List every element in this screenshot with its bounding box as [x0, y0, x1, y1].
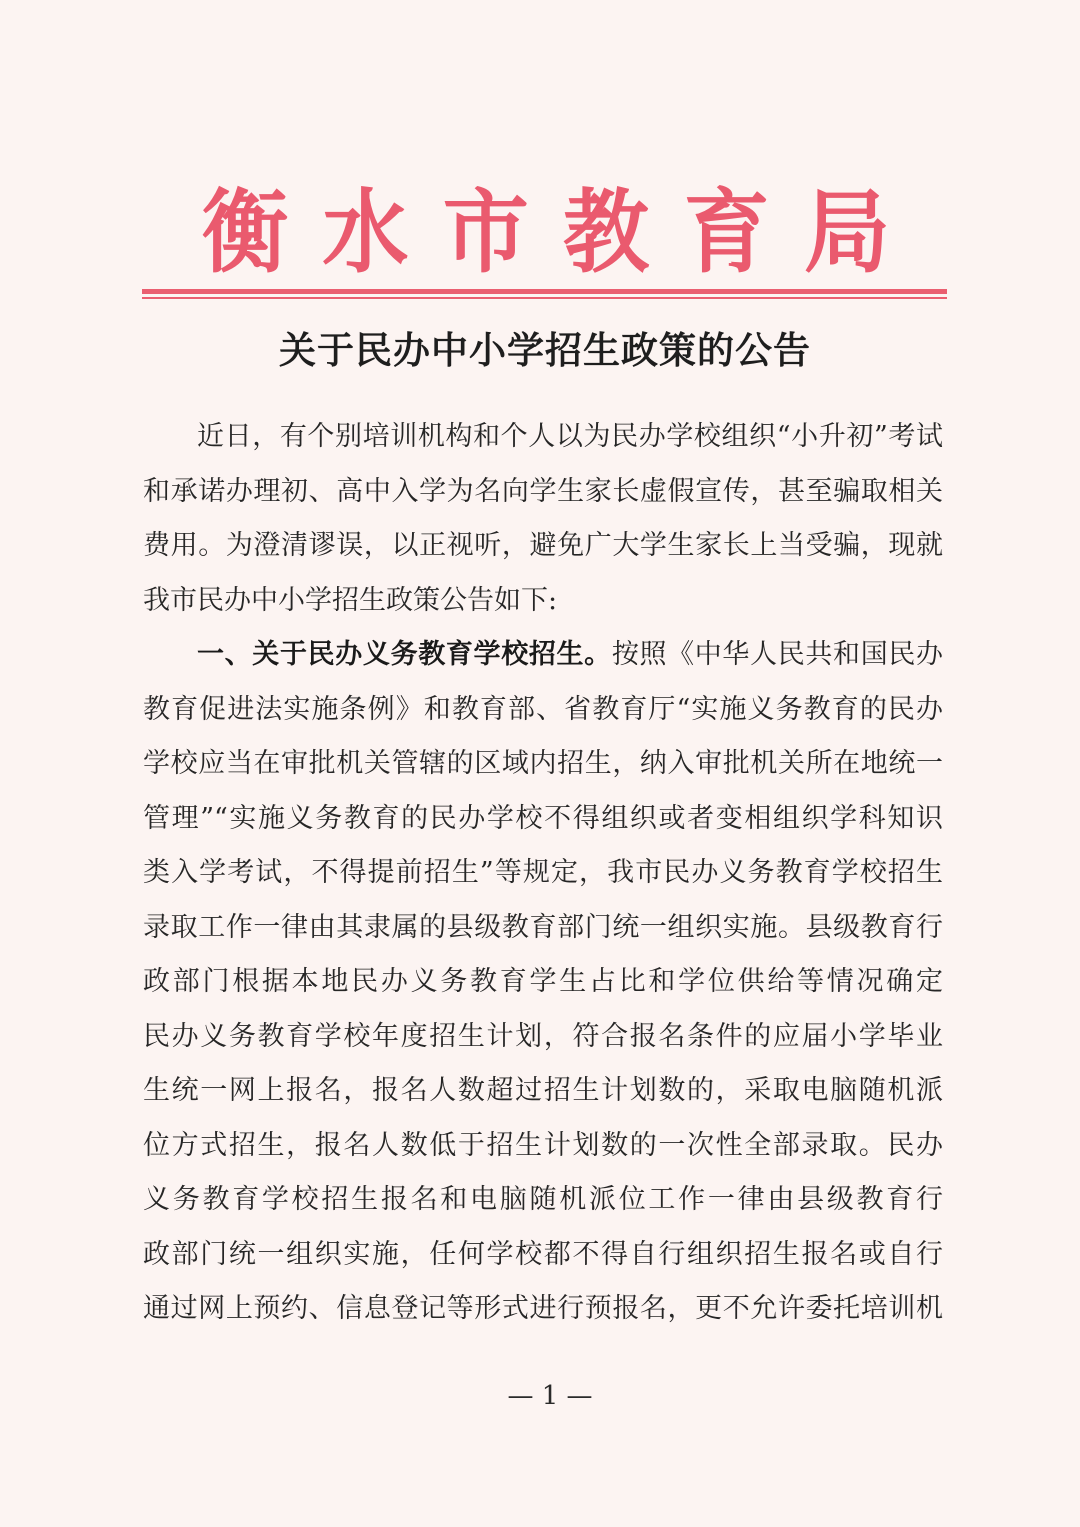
body-line: 位方式招生，报名人数低于招生计划数的一次性全部录取。民办 [143, 1129, 943, 1161]
body-line: 学校应当在审批机关管辖的区域内招生，纳入审批机关所在地统一 [143, 748, 943, 779]
body-line: 政部门统一组织实施，任何学校都不得自行组织招生报名或自行 [143, 1238, 943, 1270]
body-line: 录取工作一律由其隶属的县级教育部门统一组织实施。县级教育行 [143, 911, 943, 943]
masthead-char: 水 [322, 179, 409, 286]
body-line: 通过网上预约、信息登记等形式进行预报名，更不允许委托培训机 [143, 1293, 943, 1324]
body-line: 政部门根据本地民办义务教育学生占比和学位供给等情况确定 [143, 966, 943, 997]
masthead-divider-thick [142, 289, 947, 294]
body-line: 生统一网上报名，报名人数超过招生计划数的，采取电脑随机派 [143, 1075, 943, 1106]
masthead-char: 教 [563, 179, 650, 286]
document-body [143, 410, 943, 1337]
body-line: 民办义务教育学校年度招生计划，符合报名条件的应届小学毕业 [143, 1020, 943, 1052]
masthead-char: 局 [803, 179, 890, 286]
masthead-char: 育 [683, 179, 770, 286]
body-line: 我市民办中小学招生政策公告如下: [143, 584, 558, 616]
document-title: 关于民办中小学招生政策的公告 [279, 328, 811, 372]
body-line: 教育促进法实施条例》和教育部、省教育厅“实施义务教育的民办 [143, 693, 943, 725]
body-text-span: 按照《中华人民共和国民办 [611, 639, 944, 670]
body-line: 管理”“实施义务教育的民办学校不得组织或者变相组织学科知识 [143, 802, 943, 834]
body-line: 费用。为澄清谬误，以正视听，避免广大学生家长上当受骗，现就 [143, 530, 943, 561]
body-line: 近日，有个别培训机构和个人以为民办学校组织“小升初”考试 [197, 421, 943, 452]
masthead-issuer [140, 178, 950, 288]
body-line: 义务教育学校招生报名和电脑随机派位工作一律由县级教育行 [143, 1184, 943, 1215]
body-line: 类入学考试，不得提前招生”等规定，我市民办义务教育学校招生 [143, 857, 943, 888]
section-heading-line [143, 628, 943, 683]
masthead-char: 市 [442, 179, 529, 286]
section-heading: 一、关于民办义务教育学校招生。 [197, 639, 612, 670]
masthead-divider-thin [142, 297, 947, 299]
body-line: 和承诺办理初、高中入学为名向学生家长虚假宣传，甚至骗取相关 [143, 475, 943, 507]
masthead-char: 衡 [202, 179, 288, 286]
page-number: — 1 — [507, 1381, 593, 1411]
